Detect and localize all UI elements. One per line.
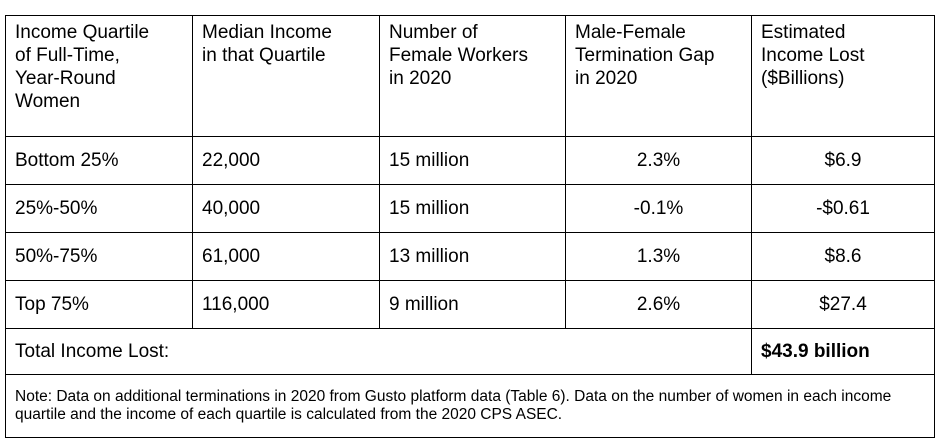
cell-income-lost: -$0.61 bbox=[752, 185, 935, 233]
cell-median-income: 40,000 bbox=[193, 185, 380, 233]
cell-female-workers: 9 million bbox=[380, 281, 566, 329]
cell-quartile: 50%-75% bbox=[6, 233, 193, 281]
cell-termination-gap: -0.1% bbox=[566, 185, 752, 233]
table-row bbox=[6, 233, 935, 281]
cell-income-lost: $27.4 bbox=[752, 281, 935, 329]
total-row bbox=[6, 329, 935, 375]
table-note: Note: Data on additional terminations in 2020 from Gusto platform data (Table 6). Data on the number of women in each income quartile and the income of each quartile is calculated from the 2020 CPS ASEC. bbox=[6, 375, 935, 438]
column-header-income-quartile: Income Quartile of Full-Time, Year-Round Women bbox=[6, 16, 193, 137]
income-loss-table bbox=[5, 15, 935, 438]
cell-female-workers: 15 million bbox=[380, 185, 566, 233]
cell-quartile: 25%-50% bbox=[6, 185, 193, 233]
cell-female-workers: 15 million bbox=[380, 137, 566, 185]
column-header-termination-gap: Male-Female Termination Gap in 2020 bbox=[566, 16, 752, 137]
cell-female-workers: 13 million bbox=[380, 233, 566, 281]
table-header-row bbox=[6, 16, 935, 137]
cell-median-income: 116,000 bbox=[193, 281, 380, 329]
cell-termination-gap: 2.6% bbox=[566, 281, 752, 329]
column-header-median-income: Median Income in that Quartile bbox=[193, 16, 380, 137]
total-value: $43.9 billion bbox=[752, 329, 935, 375]
income-loss-table-container bbox=[5, 15, 935, 438]
table-row bbox=[6, 185, 935, 233]
table-row bbox=[6, 281, 935, 329]
cell-termination-gap: 1.3% bbox=[566, 233, 752, 281]
total-label: Total Income Lost: bbox=[6, 329, 752, 375]
cell-income-lost: $6.9 bbox=[752, 137, 935, 185]
column-header-female-workers: Number of Female Workers in 2020 bbox=[380, 16, 566, 137]
cell-median-income: 22,000 bbox=[193, 137, 380, 185]
table-row bbox=[6, 137, 935, 185]
cell-median-income: 61,000 bbox=[193, 233, 380, 281]
cell-termination-gap: 2.3% bbox=[566, 137, 752, 185]
cell-income-lost: $8.6 bbox=[752, 233, 935, 281]
cell-quartile: Top 75% bbox=[6, 281, 193, 329]
column-header-income-lost: Estimated Income Lost ($Billions) bbox=[752, 16, 935, 137]
cell-quartile: Bottom 25% bbox=[6, 137, 193, 185]
note-row bbox=[6, 375, 935, 438]
